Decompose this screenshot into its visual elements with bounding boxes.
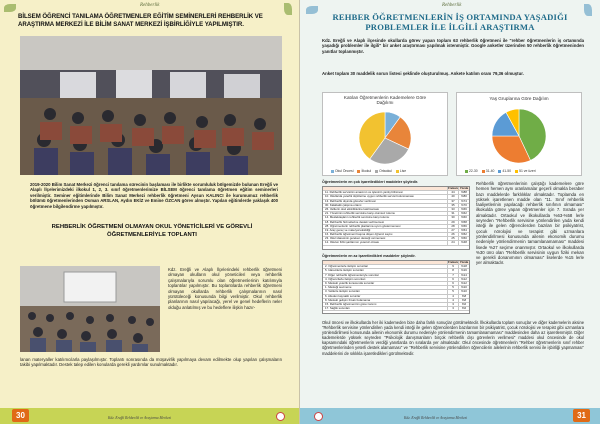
col-header-frekans: Frekans xyxy=(448,260,460,264)
legend-swatch xyxy=(465,170,468,173)
table-cell: 3. Velilerle iletişim sorunları xyxy=(325,290,361,294)
table-cell: %66 xyxy=(458,208,469,211)
meeting-photo xyxy=(20,266,160,352)
chart-kademe-legend xyxy=(331,169,410,173)
legend-label: İlkokul xyxy=(361,169,372,173)
legend-swatch xyxy=(396,170,399,173)
table-cell: %14 xyxy=(458,274,469,277)
table-cell: 8 xyxy=(447,269,458,272)
leaf-icon xyxy=(4,4,16,12)
seminar-photo xyxy=(20,36,282,175)
table-cell: %48 xyxy=(458,241,469,244)
left-page-title: BİLSEM ÖĞRENCİ TANILAMA ÖĞRETMENLER EĞİTİM SEMİNERLERİ REHBERLİK VE ARAŞTIRMA MERKEZİ İLE BİLİM SANAT MERKEZİ İŞBİRLİĞİYLE YAPILMIŞTIR. xyxy=(18,13,263,28)
right-intro-1: Kdz. Ereğli ve Alaplı ilçesinde okullarda görev yapan toplam 63 rehberlik öğretmeni ile "rehber öğretmenlerin iş ortamında yaşadığı problemler ile ilgili" bir anket araştırması yapılmak istenmiştir. Google anketler üzerinden 50 rehberlik öğretmeninden yanıtlar toplanmıştır. xyxy=(322,38,584,54)
least-marked-table xyxy=(322,260,470,314)
table-row xyxy=(323,241,469,245)
table-cell: 6 xyxy=(447,282,458,285)
table-cell: %18 xyxy=(458,265,469,268)
table-cell: %88 xyxy=(458,191,469,194)
table-cell: 23. Okul idaresinin gereken desteği vermemesi xyxy=(325,237,386,241)
table-cell: %56 xyxy=(458,225,469,228)
right-side-text: Rehberlik öğretmenlerinin çalıştığı kademelere göre hemen hemen aynı oranlamalar geçerli olmakla beraber bazı maddelerde farklılıklar olmaktadır. Toplamda en yüksek işaretlenen madde olan "11. Sınıf rehberlik faaliyetlerinin yapılacağı rehberlik sınıfının olmaması" ilkokulda görev yapan öğretmenler için 7. Sırada yer almaktadır. Ortaokul ve ilkokullarda %63-%58 lerle seyreden "Rehberlik servisine yönlendirilen yada kendi isteği ile gelen öğrencilerden bazıları bir psikiyatrist, çocuk nörolojisi ve terapist gibi uzmanlara yönlendirilmesi konusunda ailenin ekonomik durumu nedeniyle yönlendirmenin tamamlanamaması" maddesi lisede %27 seçime onanmıştır. Ortaokul ve ilkokullarda %30 ünü olan "Rehberlik servisinin uygun fiziki mekan ve gerekli donanımının olmaması" liselerde %15 lerle yer almaktadır. xyxy=(476,181,584,266)
table-cell: 4 xyxy=(447,295,458,298)
table-cell: %12 xyxy=(458,278,469,281)
table-cell: 1. Mesleği sevmeme xyxy=(325,286,352,290)
chart-yas-title: Yaş Gruplarına Göre Dağılım xyxy=(489,96,549,101)
table-cell: %58 xyxy=(458,221,469,224)
table-cell: 5 xyxy=(447,286,458,289)
table2-caption: Öğretmenlerin en az işaretledikleri maddeler şöyledir. xyxy=(322,254,416,258)
table-cell: 6. Aileden kaynaklı sorunlar xyxy=(325,294,361,298)
most-marked-table xyxy=(322,186,470,250)
table-cell: 15. Rehberlik öğretmeninin görev tanımı xyxy=(325,302,377,306)
left-paragraph-3: lanan materyaller katılımcılarla paylaşılmıştır. Toplantı sonrasında da müşavirlik yapılmaya devam edilmekte olup yapılan çalışmaların takibi yapılmaktadır. Destek talep edilen konularda gerekli yardımlar sunulmaktadır. xyxy=(20,357,282,368)
table-cell: %50 xyxy=(458,237,469,240)
table-cell: 9. Mesleki yeterlik konusunda sorunlar xyxy=(325,281,375,285)
table-cell: 16. Rehberlik öğretmeni başına düşen öğrenci sayısı xyxy=(325,233,393,237)
table-cell: 7. Diğer rehberlik öğretmenleriyle sorunlar xyxy=(325,273,379,277)
table-cell: %6 xyxy=(458,307,469,310)
table-cell: 18. Rehberlik hizmetlerine destek verilmemesi xyxy=(325,220,384,224)
table-cell: 30. Kalabalık çalışma ortamı xyxy=(325,203,362,207)
table-cell: 37 xyxy=(447,200,458,203)
table-cell: 7 xyxy=(447,274,458,277)
left-paragraph-1: 2019-2020 Bilim Sanat Merkezi öğrenci tanılama sürecinin başlaması ile birlikte sorumluluk bölgemizde bulunan Ereğli ve Alaplı İlçelerimizdeki ilkokul 1, 2, 3. sınıf öğretmenlerimize BİLSEM öğrenci tanılama öğretmen eğitim seminerleri verilmiştir. Seminer eğitimlerinde Bilim Sanat Merkezi rehberlik öğretmeni Aysun KALINCI ile kurumumuz rehberlik bölümü öğretmenlerinden Osman ARSLAN, Aydın EKİZ ve Emine ÖZCAN görev almıştır. Yapılan eğitimlerde yaklaşık 400 öğretmene bilgilendirme yapılmıştır. xyxy=(30,182,278,209)
legend-item xyxy=(482,169,495,173)
table-cell: %8 xyxy=(458,299,469,302)
right-footer-text: Kdz. Ereğli Rehberlik ve Araştırma Merkezi xyxy=(404,416,468,420)
table-cell: 44 xyxy=(447,191,458,194)
right-page-number: 31 xyxy=(573,409,590,422)
table-cell: 3 xyxy=(447,307,458,310)
legend-label: Lise xyxy=(399,169,407,173)
table-cell: %10 xyxy=(458,286,469,289)
table-cell: 2. Öğretmenlerle iletişim sorunları xyxy=(325,265,369,269)
table-cell: %12 xyxy=(458,282,469,285)
legend-item xyxy=(357,169,371,173)
table-cell: 4. Öğrencilerle iletişim sorunları xyxy=(325,277,366,281)
pie-chart-kademe xyxy=(323,106,447,176)
table-cell: 13. Rehberlik dışında görevler verilmesi xyxy=(325,199,376,203)
table-cell: 29 xyxy=(447,221,458,224)
legend-item xyxy=(396,169,406,173)
table-cell: %62 xyxy=(458,212,469,215)
table-cell: 10. Okullarda yeterlik ölçütlerine uygun rehberlik servisi bulunmaması xyxy=(325,195,414,199)
table-cell: %80 xyxy=(458,195,469,198)
left-paragraph-2: Kdz. Ereğli ve Alaplı İlçelerindeki rehberlik öğretmeni olmayan okulların okul yöneticileri veya rehberlik çalışmalarıyla sorumlu olan öğretmenlerinin katılımıyla toplantılar yapılmıştır. Bu toplantılarda rehberlik öğretmeni olmayan okullarda rehberlik çalışmalarının nasıl yürütüleceği konusunda bilgi verilmiştir. Okul rehberlik planlarının nasıl yapılacağı, yerel ve genel hedeflerin neler olduğu anlatılmış ve bu hedeflere ilişkin hazır- xyxy=(168,267,282,310)
col-header-frekans: Frekans xyxy=(448,186,460,190)
legend-label: 41-50 xyxy=(502,169,512,173)
legend-swatch xyxy=(482,170,485,173)
leaf-icon xyxy=(584,4,592,16)
table-cell: 17. Sağlık sorunları xyxy=(325,307,350,311)
right-page-title: REHBER ÖĞRETMENLERİN İŞ ORTAMINDA YAŞADIĞI PROBLEMLER İLE İLGİLİ ARAŞTIRMA xyxy=(332,12,568,32)
legend-swatch xyxy=(498,170,501,173)
table-cell: %16 xyxy=(458,269,469,272)
table-cell: %6 xyxy=(458,303,469,306)
right-intro-2: Anket toplam 30 maddelik sorun listesi şeklinde oluşturulmuş. Ankete katılım oranı 79,36 olmuştur. xyxy=(322,71,524,76)
legend-item xyxy=(515,169,536,173)
leaf-icon xyxy=(306,6,318,14)
col-header-yuzde: Yüzde xyxy=(459,260,469,264)
table-cell: 21. Yönetimin rehberlik servisine karşı olumsuz tutumu xyxy=(325,212,395,216)
meeting-photo-illustration xyxy=(20,266,160,352)
table-cell: %70 xyxy=(458,204,469,207)
table-cell: 33 xyxy=(447,208,458,211)
table-cell: 35 xyxy=(447,204,458,207)
left-footer-text: Kdz. Ereğli Rehberlik ve Araştırma Merkezi xyxy=(108,416,172,420)
table-cell: 31 xyxy=(447,212,458,215)
right-header-tag: Rehberlik xyxy=(442,3,462,8)
table-cell: %54 xyxy=(458,229,469,232)
ram-emblem-icon xyxy=(276,412,285,421)
legend-item xyxy=(465,169,478,173)
table-cell: 12. Okulun fiziki şartlarının yetersiz olması xyxy=(325,241,380,245)
left-page-number: 30 xyxy=(12,409,29,422)
table-cell: 4 xyxy=(447,299,458,302)
left-subheading: REHBERLİK ÖĞRETMENİ OLMAYAN OKUL YÖNETİCİLERİ VE GÖREVLİ ÖĞRETMENLERİYLE TOPLANTI xyxy=(51,224,253,238)
legend-item xyxy=(375,169,392,173)
table-cell: %10 xyxy=(458,290,469,293)
table-cell: 26. Velilerin okul etkinliklerine katılmaması xyxy=(325,207,380,211)
pie-chart-yas xyxy=(457,104,581,174)
chart-yas-legend xyxy=(465,169,540,173)
table-cell: 40 xyxy=(447,195,458,198)
table1-caption: Öğretmenlerin en çok işaretledikleri maddeler şöyledir. xyxy=(322,180,419,184)
left-header-tag: Rehberlik xyxy=(140,3,160,8)
table-cell: 26 xyxy=(447,233,458,236)
table-cell: 5. İdarecilerle iletişim sorunları xyxy=(325,269,365,273)
table-cell: 14. Meslektaşların rehberlik servisine karşı tutumu xyxy=(325,216,390,220)
table-cell: %52 xyxy=(458,233,469,236)
legend-item xyxy=(331,169,353,173)
table-cell: 24 xyxy=(447,241,458,244)
col-header-yuzde: Yüzde xyxy=(459,186,469,190)
legend-swatch xyxy=(515,170,518,173)
chart-kademe-title: Katılan Öğretmenlerin Kademelere Göre Dağılımı xyxy=(343,95,427,106)
legend-label: 22-30 xyxy=(469,169,478,173)
right-bottom-text: Okul öncesi ve ilkokullarda her iki kademeden bize daha farklı sonuçlar görülmektedir. İlkokullarda toplam sonuçlar ve diğer kademelerin aksine "Rehberlik servisine yönlendirilen yada kendi isteği ile gelen öğrencilerden bazılarının bir psikiyatrist, çocuk nörolojisi ve terapist gibi uzmanlara yönlendirilmesi konusunda ailenin ekonomik durumu nedeniyle yönlendirmenin tamamlanamaması" maddesinden daha az işaretlenmiştir. Diğer kademelerde yüksek seyreden "Psikolojik danışmanların birçok rehberlik dışı görevlerin verilmesi" maddesi okul öncesinde de okul kapsamındaki öğretmenlerin verdiği yanıtlarda ön sıralarda yer almaktadır. Okul öncesinde öğretmenlerin "Rehber öğretmenlerin sınıf rehber öğretmenlerinden yeterli destek alamaması" ve "Rehberlik servisine yönlendirilen öğrencilerin ailelerinin rehberlik servisi ile işbirliği yapmaması" maddelerini de sıklıkla işaretledikleri görülmektedir. xyxy=(322,320,584,356)
table-cell: 5 xyxy=(447,290,458,293)
table-cell: %60 xyxy=(458,216,469,219)
table-cell: 3 xyxy=(447,303,458,306)
table-cell: 8. Mesleki gelişim fırsatı bulamama xyxy=(325,298,371,302)
table-cell: %8 xyxy=(458,295,469,298)
table-cell: 27 xyxy=(447,229,458,232)
table-cell: 11. Rehberlik servisinin amacının ve işlevinin yanlış bilinmesi xyxy=(325,191,403,195)
legend-swatch xyxy=(331,170,334,173)
table-cell: 28 xyxy=(447,225,458,228)
seminar-photo-illustration xyxy=(20,36,282,175)
right-page xyxy=(300,0,600,424)
ram-emblem-icon xyxy=(314,412,323,421)
legend-label: 31-40 xyxy=(485,169,495,173)
table-cell: 9 xyxy=(447,265,458,268)
table-row xyxy=(323,307,469,311)
table-cell: 30 xyxy=(447,216,458,219)
legend-label: Okul Öncesi xyxy=(335,169,354,173)
chart-yas xyxy=(456,92,582,176)
table-cell: %74 xyxy=(458,200,469,203)
table-cell: 28. Öğretmenlerin rehberlik planlarına uyum göstermemesi xyxy=(325,224,401,228)
chart-kademe xyxy=(322,92,448,176)
table-cell: 6 xyxy=(447,278,458,281)
table-cell: 25 xyxy=(447,237,458,240)
legend-label: Ortaokul xyxy=(379,169,392,173)
legend-label: 51 ve üzeri xyxy=(519,169,536,173)
legend-swatch xyxy=(375,170,378,173)
table-cell: 19. Araç gereç ve materyal eksikliği xyxy=(325,228,371,232)
legend-item xyxy=(498,169,511,173)
